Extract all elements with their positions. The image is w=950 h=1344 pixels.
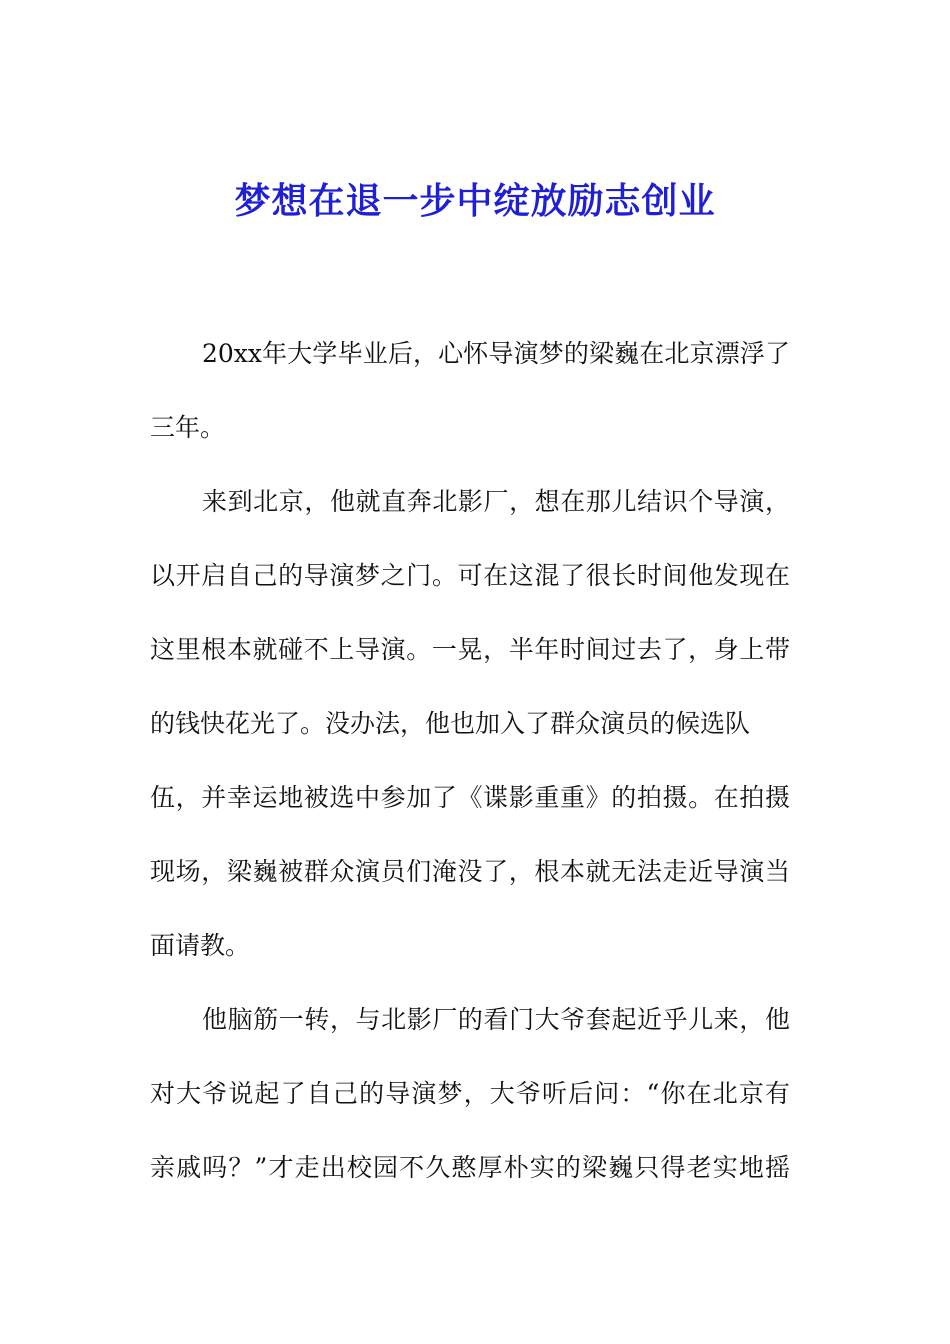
paragraph-2-line-7: 面请教。 xyxy=(150,931,251,960)
paragraph-3-line-2: 对大爷说起了自己的导演梦，大爷听后问：“你在北京有 xyxy=(150,1079,790,1108)
paragraph-3-line-3: 亲戚吗？”才走出校园不久憨厚朴实的梁巍只得老实地摇 xyxy=(150,1153,790,1182)
paragraph-2-line-6: 现场，梁巍被群众演员们淹没了，根本就无法走近导演当 xyxy=(150,857,790,886)
paragraph-2-line-3: 这里根本就碰不上导演。一晃，半年时间过去了，身上带 xyxy=(150,635,790,664)
paragraph-1-line-2: 三年。 xyxy=(150,413,226,442)
paragraph-2-line-1: 来到北京，他就直奔北影厂，想在那儿结识个导演， xyxy=(202,487,790,516)
document-title: 梦想在退一步中绽放励志创业 xyxy=(234,181,716,222)
paragraph-2-line-4: 的钱快花光了。没办法，他也加入了群众演员的候选队 xyxy=(150,709,751,738)
paragraph-3-line-1: 他脑筋一转，与北影厂的看门大爷套起近乎儿来，他 xyxy=(202,1005,790,1034)
paragraph-2-line-5: 伍，并幸运地被选中参加了《谍影重重》的拍摄。在拍摄 xyxy=(150,783,790,812)
paragraph-1-line-1: 20xx年大学毕业后，心怀导演梦的梁巍在北京漂浮了 xyxy=(202,339,790,368)
paragraph-2-line-2: 以开启自己的导演梦之门。可在这混了很长时间他发现在 xyxy=(150,561,790,590)
